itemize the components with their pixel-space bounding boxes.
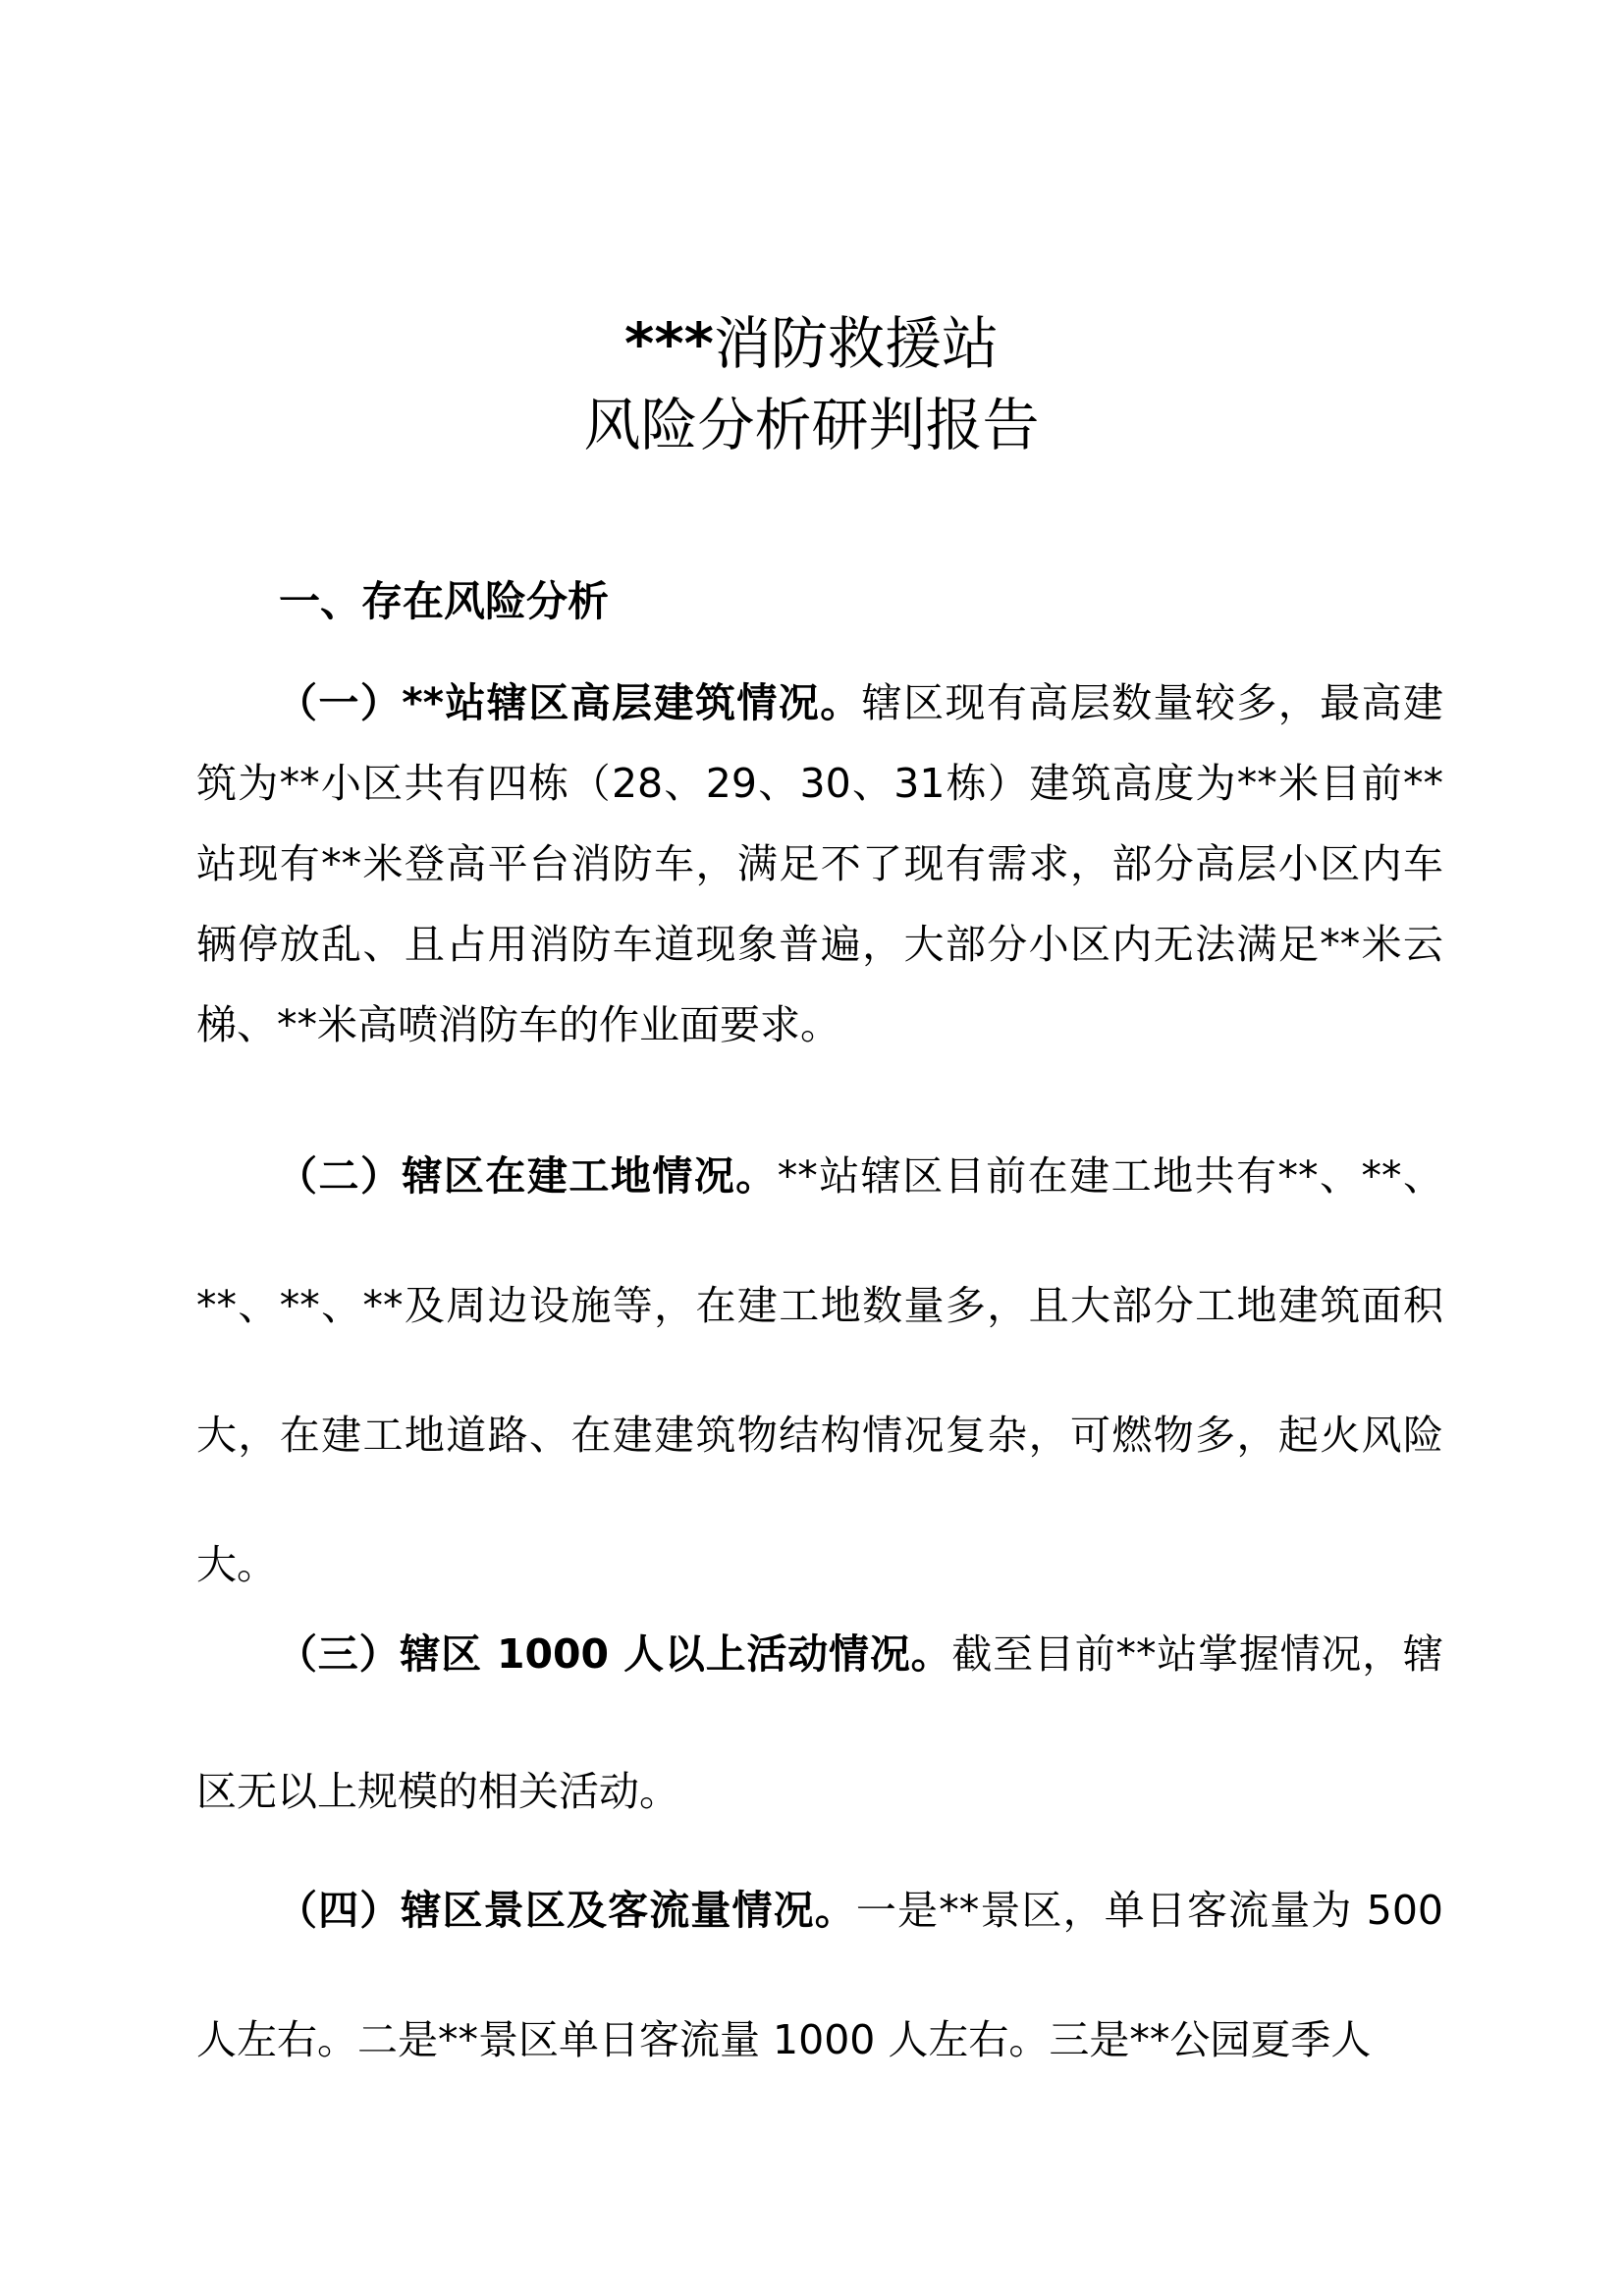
section-heading: 一、存在风险分析 bbox=[279, 577, 610, 625]
paragraph-large-events bbox=[196, 1585, 1443, 1860]
paragraph-construction-sites bbox=[196, 1111, 1443, 1629]
paragraph-heading: （四）辖区景区及客流量情况。 bbox=[277, 1887, 856, 1934]
paragraph-body: 辖区现有高层数量较多，最高建筑为**小区共有四栋（28、29、30、31栋）建筑高度为**米目前**站现有**米登高平台消防车，满足不了现有需求，部分高层小区内车辆停放乱、且占用消防车道现象普遍，大部分小区内无法满足**米云梯、**米高喷消防车的作业面要求。 bbox=[196, 679, 1444, 1048]
document-title-line2: 风险分析研判报告 bbox=[583, 392, 1040, 458]
paragraph-body: 一是**景区，单日客流量为 500 人左右。二是**景区单日客流量 1000 人左右。三是**公园夏季人 bbox=[196, 1887, 1443, 2063]
paragraph-heading: （一）**站辖区高层建筑情况。 bbox=[277, 679, 862, 726]
paragraph-heading: （二）辖区在建工地情况。 bbox=[277, 1152, 778, 1200]
document-title-line1 bbox=[0, 304, 1623, 383]
title-station-name: 消防救援站 bbox=[713, 310, 999, 377]
paragraph-high-rise bbox=[196, 663, 1443, 1065]
paragraph-body: **站辖区目前在建工地共有**、**、**、**、**及周边设施等，在建工地数量多，且大部分工地建筑面积大，在建工地道路、在建建筑物结构情况复杂，可燃物多，起火风险大。 bbox=[196, 1152, 1444, 1588]
paragraph-heading: （三）辖区 1000 人以上活动情况。 bbox=[277, 1630, 952, 1678]
paragraph-scenic-areas bbox=[196, 1845, 1443, 2105]
title-prefix: *** bbox=[623, 310, 714, 377]
paragraph-body: 截至目前**站掌握情况，辖区无以上规模的相关活动。 bbox=[196, 1630, 1443, 1815]
